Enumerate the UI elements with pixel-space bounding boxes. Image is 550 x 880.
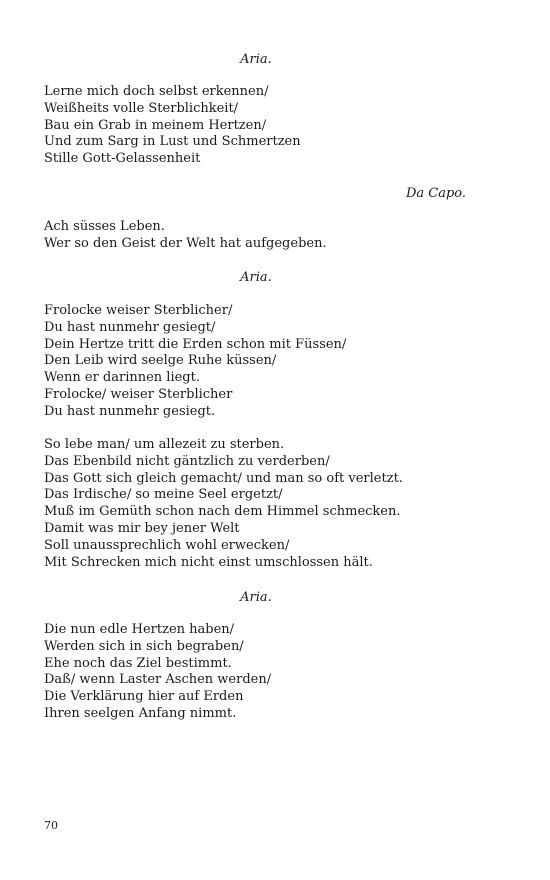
verse-line: Frolocke/ weiser Sterblicher	[44, 386, 233, 402]
verse-line: Die Verklärung hier auf Erden	[44, 689, 244, 705]
verse-line: Frolocke weiser Sterblicher/	[44, 303, 233, 318]
verse-line: Dein Hertze tritt die Erden schon mit Füssen/	[44, 336, 347, 352]
recitative-1-text	[44, 219, 504, 253]
verse-line: Das Gott sich gleich gemacht/ und man so oft verletzt.	[44, 470, 403, 486]
aria-2-text	[44, 303, 504, 421]
verse-line: Weißheits volle Sterblichkeit/	[44, 100, 239, 116]
verse-line: Bau ein Grab in meinem Hertzen/	[44, 117, 267, 133]
aria-heading-3: Aria.	[240, 590, 272, 605]
aria-heading-1: Aria.	[240, 52, 272, 67]
verse-line: Ihren seelgen Anfang nimmt.	[44, 705, 237, 721]
verse-line: Du hast nunmehr gesiegt/	[44, 319, 216, 335]
page-number: 70	[44, 819, 58, 832]
verse-line: Ach süsses Leben.	[44, 219, 165, 234]
verse-line: Wer so den Geist der Welt hat aufgegeben.	[44, 235, 327, 251]
da-capo-marking: Da Capo.	[405, 186, 466, 201]
verse-line: Die nun edle Hertzen haben/	[44, 622, 235, 637]
verse-line: Mit Schrecken mich nicht einst umschlossen hält.	[44, 554, 373, 570]
aria-3-text	[44, 622, 504, 723]
aria-1-text	[44, 84, 504, 168]
verse-line: Du hast nunmehr gesiegt.	[44, 403, 216, 419]
verse-line: Werden sich in sich begraben/	[44, 638, 244, 654]
verse-line: Soll unaussprechlich wohl erwecken/	[44, 537, 290, 553]
verse-line: Das Ebenbild nicht gäntzlich zu verderben/	[44, 453, 330, 469]
recitative-2-text	[44, 437, 504, 571]
verse-line: Ehe noch das Ziel bestimmt.	[44, 655, 232, 671]
verse-line: Wenn er darinnen liegt.	[44, 370, 200, 386]
verse-line: Stille Gott-Gelassenheit	[44, 151, 201, 167]
verse-line: Daß/ wenn Laster Aschen werden/	[44, 672, 272, 688]
aria-heading-2: Aria.	[240, 270, 272, 285]
verse-line: Muß im Gemüth schon nach dem Himmel schmecken.	[44, 504, 401, 520]
verse-line: Den Leib wird seelge Ruhe küssen/	[44, 353, 277, 369]
verse-line: Das Irdische/ so meine Seel ergetzt/	[44, 487, 283, 503]
verse-line: Damit was mir bey jener Welt	[44, 520, 240, 536]
verse-line: So lebe man/ um allezeit zu sterben.	[44, 437, 285, 452]
verse-line: Und zum Sarg in Lust und Schmertzen	[44, 134, 301, 150]
verse-line: Lerne mich doch selbst erkennen/	[44, 84, 269, 99]
